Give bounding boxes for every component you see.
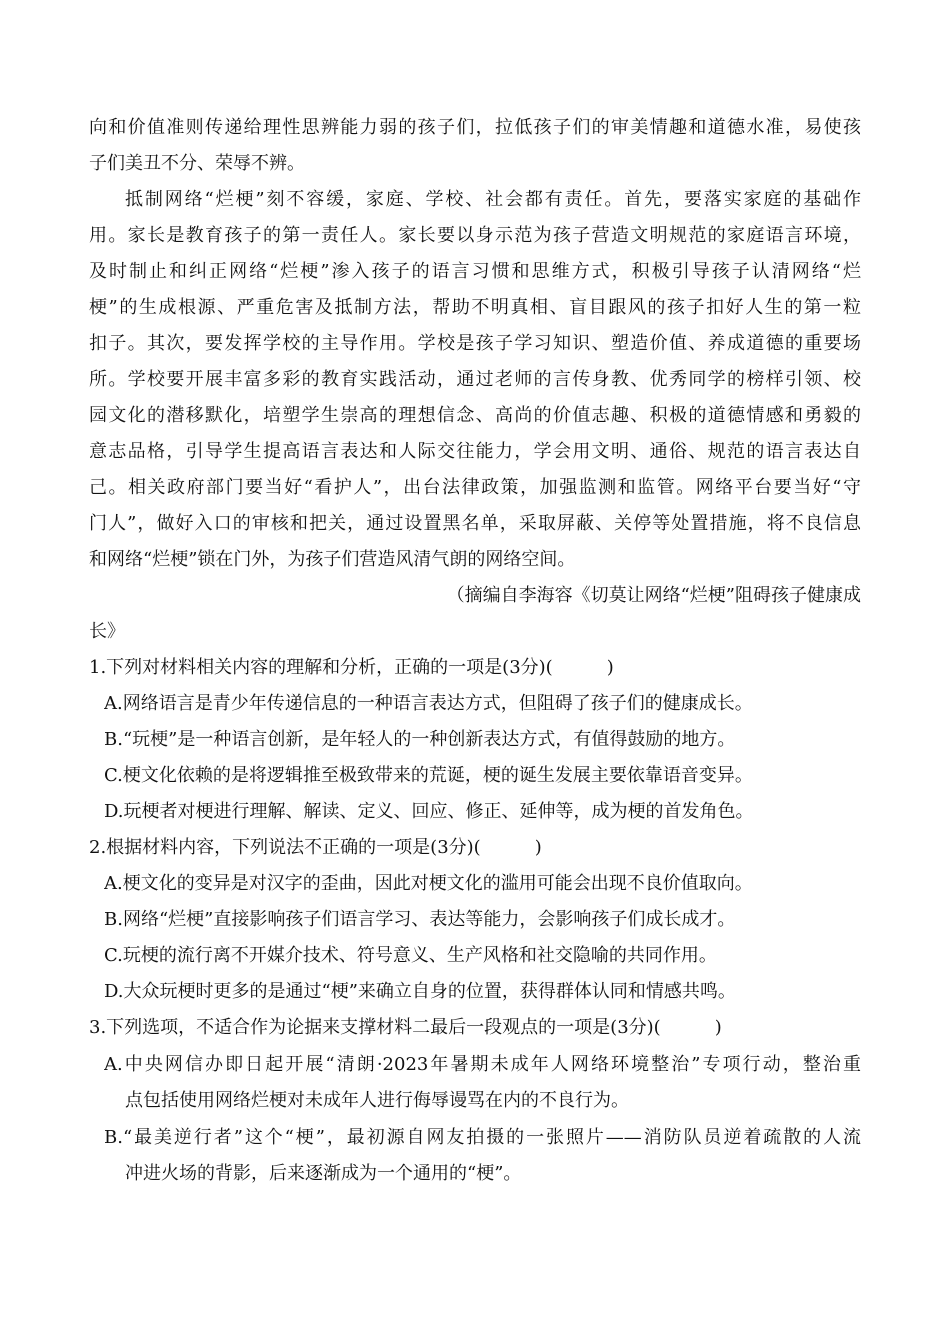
question-3-option-a-cont: 点包括使用网络烂梗对未成年人进行侮辱谩骂在内的不良行为。 <box>125 1090 629 1111</box>
question-2-option-d: D.大众玩梗时更多的是通过“梗”来确立自身的位置，获得群体认同和情感共鸣。 <box>104 981 736 1002</box>
passage-line: 子们美丑不分、荣辱不辨。 <box>89 153 305 174</box>
question-3-option-b: B.“最美逆行者”这个“梗”，最初源自网友拍摄的一张照片——消防队员逆着疏散的人流 <box>104 1127 861 1148</box>
question-2-option-a: A.梗文化的变异是对汉字的歪曲，因此对梗文化的滥用可能会出现不良价值取向。 <box>104 873 753 894</box>
passage-line: 向和价值准则传递给理性思辨能力弱的孩子们，拉低孩子们的审美情趣和道德水准，易使孩 <box>89 117 861 138</box>
passage-line: 扣子。其次，要发挥学校的主导作用。学校是孩子学习知识、塑造价值、养成道德的重要场 <box>89 333 861 354</box>
question-3-option-a: A.中央网信办即日起开展“清朗·2023年暑期未成年人网络环境整治”专项行动，整治重 <box>104 1054 861 1075</box>
question-1-option-b: B.“玩梗”是一种语言创新，是年轻人的一种创新表达方式，有值得鼓励的地方。 <box>104 729 736 750</box>
passage-line: 梗”的生成根源、严重危害及抵制方法，帮助不明真相、盲目跟风的孩子扣好人生的第一粒 <box>89 297 861 318</box>
passage-line: 己。相关政府部门要当好“看护人”，出台法律政策，加强监测和监管。网络平台要当好“守 <box>89 477 861 498</box>
question-3-stem: 3.下列选项，不适合作为论据来支撑材料二最后一段观点的一项是(3分)( ) <box>89 1017 722 1038</box>
question-2-option-b: B.网络“烂梗”直接影响孩子们语言学习、表达等能力，会影响孩子们成长成才。 <box>104 909 736 930</box>
question-1-option-c: C.梗文化依赖的是将逻辑推至极致带来的荒诞，梗的诞生发展主要依靠语音变异。 <box>104 765 753 786</box>
source-citation: （摘编自李海容《切莫让网络“烂梗”阻碍孩子健康成 <box>446 585 861 606</box>
passage-line: 门人”，做好入口的审核和把关，通过设置黑名单，采取屏蔽、关停等处置措施，将不良信息 <box>89 513 861 534</box>
question-1-option-a: A.网络语言是青少年传递信息的一种语言表达方式，但阻碍了孩子们的健康成长。 <box>104 693 753 714</box>
passage-line: 意志品格，引导学生提高语言表达和人际交往能力，学会用文明、通俗、规范的语言表达自 <box>89 441 861 462</box>
passage-line: 抵制网络“烂梗”刻不容缓，家庭、学校、社会都有责任。首先，要落实家庭的基础作 <box>125 189 861 210</box>
question-2-stem: 2.根据材料内容，下列说法不正确的一项是(3分)( ) <box>89 837 542 858</box>
question-1-option-d: D.玩梗者对梗进行理解、解读、定义、回应、修正、延伸等，成为梗的首发角色。 <box>104 801 754 822</box>
question-2-option-c: C.玩梗的流行离不开媒介技术、符号意义、生产风格和社交隐喻的共同作用。 <box>104 945 717 966</box>
passage-line: 及时制止和纠正网络“烂梗”渗入孩子的语言习惯和思维方式，积极引导孩子认清网络“烂 <box>89 261 861 282</box>
passage-line: 用。家长是教育孩子的第一责任人。家长要以身示范为孩子营造文明规范的家庭语言环境， <box>89 225 861 246</box>
question-3-option-b-cont: 冲进火场的背影，后来逐渐成为一个通用的“梗”。 <box>125 1163 522 1184</box>
question-1-stem: 1.下列对材料相关内容的理解和分析，正确的一项是(3分)( ) <box>89 657 614 678</box>
source-citation-end: 长》 <box>89 621 125 642</box>
passage-line: 园文化的潜移默化，培塑学生崇高的理想信念、高尚的价值志趣、积极的道德情感和勇毅的 <box>89 405 861 426</box>
passage-line: 所。学校要开展丰富多彩的教育实践活动，通过老师的言传身教、优秀同学的榜样引领、校 <box>89 369 861 390</box>
passage-line: 和网络“烂梗”锁在门外，为孩子们营造风清气朗的网络空间。 <box>89 549 576 570</box>
